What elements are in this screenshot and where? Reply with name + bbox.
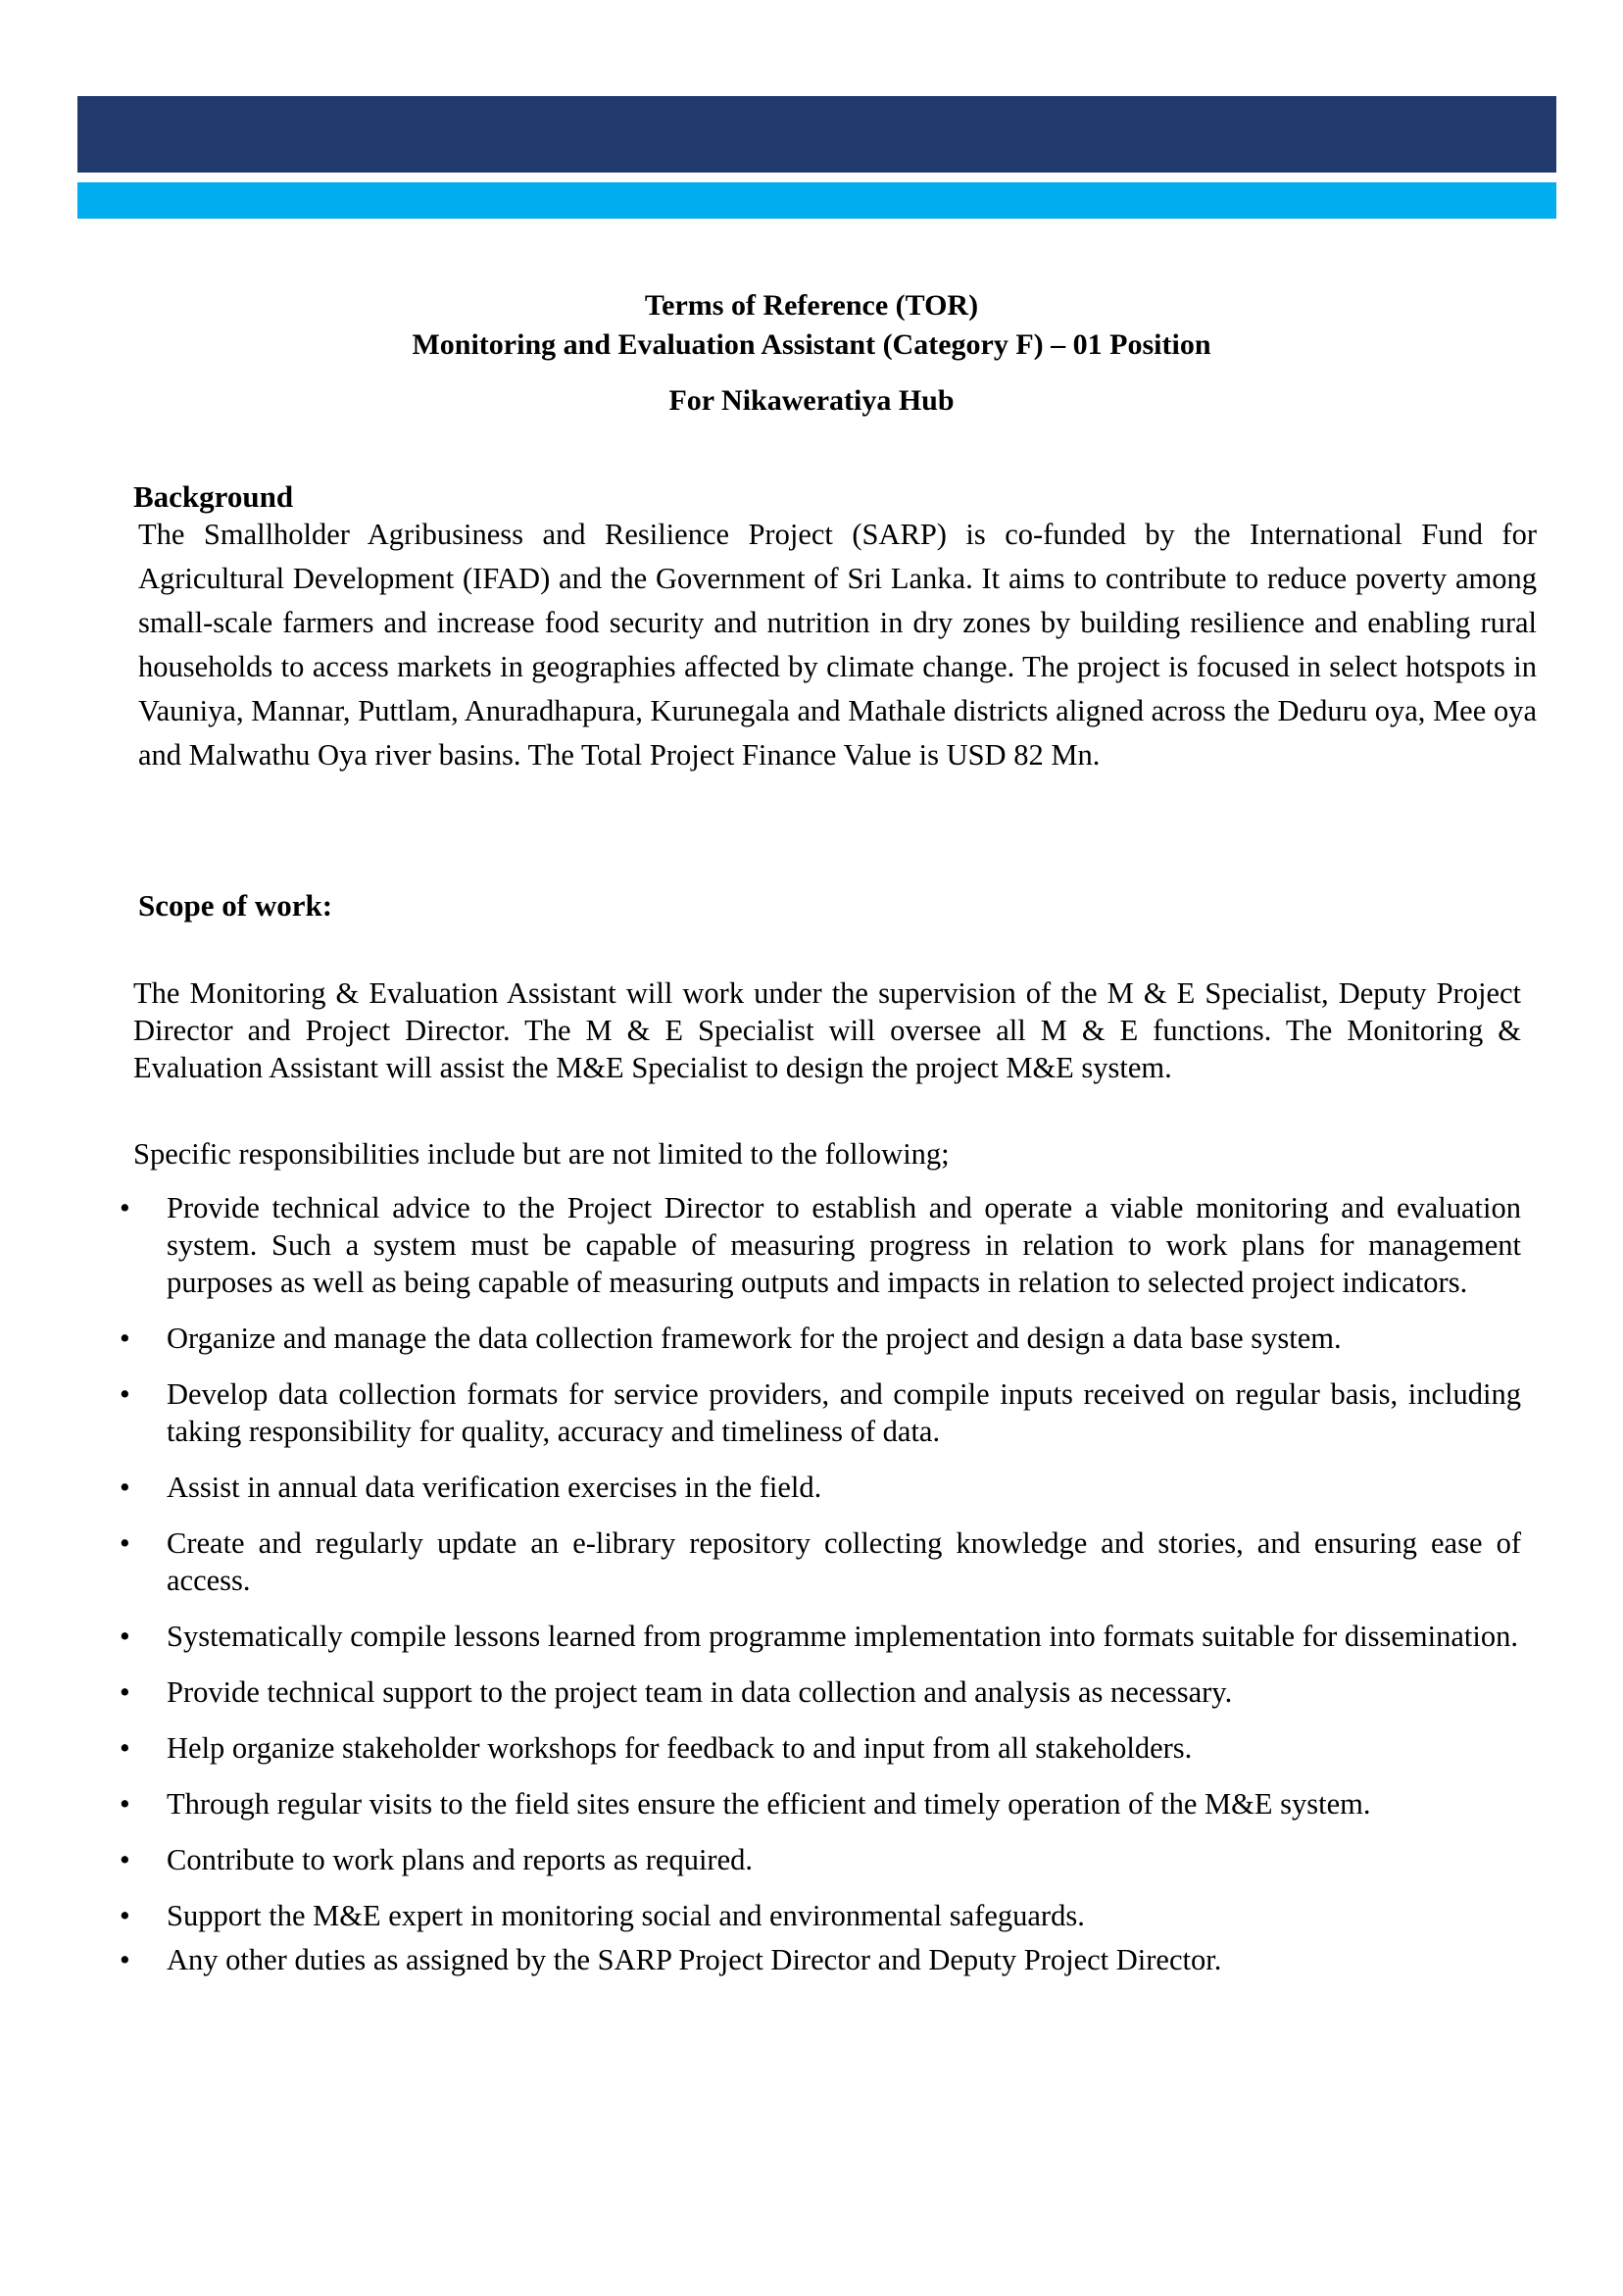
bullet-icon: • (120, 1526, 130, 1560)
list-item: • Support the M&E expert in monitoring social and environmental safeguards. (120, 1899, 1085, 1932)
background-heading: Background (133, 479, 294, 514)
background-paragraph: The Smallholder Agribusiness and Resilience Project (SARP) is co-funded by the International Fund for Agricultural Development (IFAD) and the Government of Sri Lanka. It aims to contribute to reduce poverty among small-scale farmers and increase food security and nutrition in dry zones by building resilience and enabling rural households to access markets in geographies affected by climate change. The project is focused in select hotspots in Vauniya, Mannar, Puttlam, Anuradhapura, Kurunegala and Mathale districts aligned across the Deduru oya, Mee oya and Malwathu Oya river basins. The Total Project Finance Value is USD 82 Mn. (138, 518, 1537, 772)
bullet-icon: • (120, 1471, 130, 1504)
responsibilities-list (118, 1189, 1521, 1997)
bullet-icon: • (120, 1899, 130, 1932)
list-item: • Contribute to work plans and reports as required. (120, 1843, 753, 1876)
list-item: • Assist in annual data verification exercises in the field. (120, 1471, 822, 1504)
list-item: • Provide technical advice to the Project Director to establish and operate a viable monitoring and evaluation system. Such a system must be capable of measuring progress in relation to work plans for management purposes as well as being capable of measuring outputs and impacts in relation to selected project indicators. (120, 1191, 1521, 1299)
list-item: • Create and regularly update an e-library repository collecting knowledge and stories, and ensuring ease of access. (120, 1526, 1521, 1597)
bullet-icon: • (120, 1377, 130, 1411)
hub-title: For Nikaweratiya Hub (668, 384, 955, 417)
bullet-icon: • (120, 1675, 130, 1709)
responsibilities-intro: Specific responsibilities include but are not limited to the following; (133, 1137, 950, 1171)
document-title: Terms of Reference (TOR) (644, 289, 979, 322)
list-item: • Systematically compile lessons learned from programme implementation into formats suitable for dissemination. (120, 1620, 1518, 1653)
list-item: • Any other duties as assigned by the SARP Project Director and Deputy Project Director. (120, 1943, 1222, 1976)
list-item: • Develop data collection formats for service providers, and compile inputs received on regular basis, including taking responsibility for quality, accuracy and timeliness of data. (120, 1377, 1521, 1448)
header-band-light (77, 182, 1556, 219)
bullet-icon: • (120, 1191, 130, 1224)
scope-heading: Scope of work: (138, 888, 333, 923)
list-item: • Through regular visits to the field sites ensure the efficient and timely operation of the M&E system. (120, 1787, 1371, 1821)
position-title: Monitoring and Evaluation Assistant (Category F) – 01 Position (412, 328, 1211, 361)
list-item: • Help organize stakeholder workshops for feedback to and input from all stakeholders. (120, 1731, 1193, 1765)
bullet-icon: • (120, 1943, 130, 1976)
list-item: • Provide technical support to the project team in data collection and analysis as necessary. (120, 1675, 1233, 1709)
bullet-icon: • (120, 1731, 130, 1765)
header-band-dark (77, 96, 1556, 173)
bullet-icon: • (120, 1787, 130, 1821)
bullet-icon: • (120, 1322, 130, 1355)
scope-paragraph: The Monitoring & Evaluation Assistant will work under the supervision of the M & E Specialist, Deputy Project Director and Project Director. The M & E Specialist will oversee all M & E functions. The Monitoring & Evaluation Assistant will assist the M&E Specialist to design the project M&E system. (133, 976, 1521, 1084)
bullet-icon: • (120, 1843, 130, 1876)
list-item: • Organize and manage the data collection framework for the project and design a data base system. (120, 1322, 1342, 1355)
bullet-icon: • (120, 1620, 130, 1653)
